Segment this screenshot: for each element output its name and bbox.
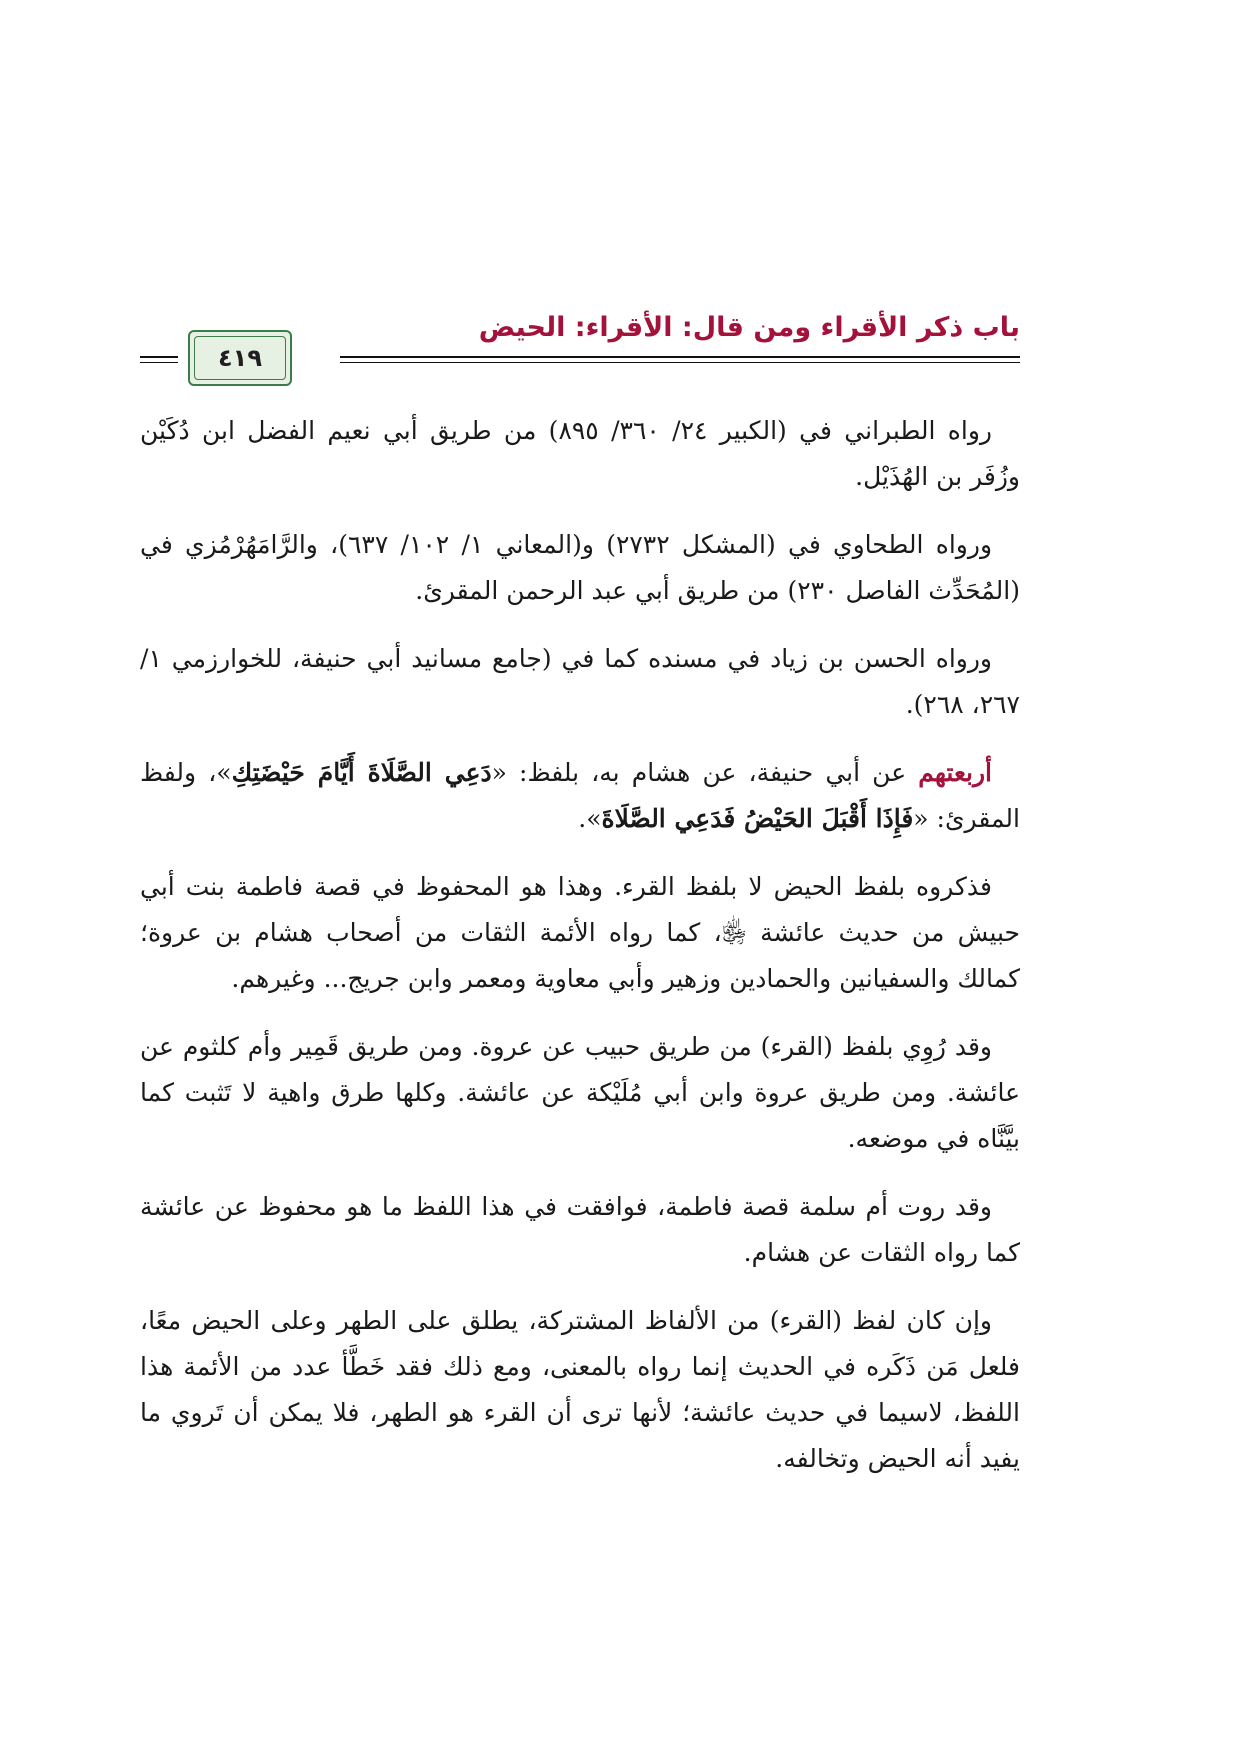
paragraph-tahawi: ورواه الطحاوي في (المشكل ٢٧٣٢) و(المعاني ١/ ١٠٢/ ٦٣٧)، والرَّامَهُرْمُزي في (المُحَدِّث الفاصل ٢٣٠) من طريق أبي عبد الرحمن المقرئ. — [140, 530, 1020, 605]
header-rule-thin — [340, 362, 1020, 363]
paragraph-weak-routes: وقد رُوِي بلفظ (القرء) من طريق حبيب عن عروة. ومن طريق قَمِير وأم كلثوم عن عائشة. ومن طريق عروة وابن أبي مُلَيْكة عن عائشة. وكلها طرق واهية لا تَثبت كما بيَّنَّاه في موضعه. — [140, 1032, 1020, 1153]
highlighted-lead-word: أربعتهم — [918, 758, 992, 787]
page-body — [140, 408, 1020, 1504]
paragraph-text-part: »، ولفظ المقرئ: « — [140, 758, 1020, 833]
hadith-quote: دَعِي الصَّلَاةَ أَيَّامَ حَيْضَتِكِ — [231, 758, 492, 787]
paragraph-umm-salama: وقد روت أم سلمة قصة فاطمة، فوافقت في هذا اللفظ ما هو محفوظ عن عائشة كما رواه الثقات عن هشام. — [140, 1192, 1020, 1267]
hadith-quote: فَإِذَا أَقْبَلَ الحَيْضُ فَدَعِي الصَّلَاةَ — [601, 804, 914, 833]
paragraph-tabarani: رواه الطبراني في (الكبير ٢٤/ ٣٦٠/ ٨٩٥) من طريق أبي نعيم الفضل ابن دُكَيْن وزُفَر بن الهُذَيْل. — [140, 416, 1020, 491]
paragraph-text-part: عن أبي حنيفة، عن هشام به، بلفظ: « — [491, 758, 919, 787]
chapter-title: باب ذكر الأقراء ومن قال: الأقراء: الحيض — [478, 312, 1020, 343]
page-number-frame — [188, 330, 292, 386]
paragraph-hasan-ibn-ziyad: ورواه الحسن بن زياد في مسنده كما في (جامع مسانيد أبي حنيفة، للخوارزمي ١/ ٢٦٧، ٢٦٨). — [140, 644, 1020, 719]
page-header — [140, 310, 1020, 380]
header-rule-left — [140, 356, 178, 358]
paragraph-hadith-wording — [140, 750, 1020, 842]
paragraph-text-part: ». — [578, 804, 602, 833]
paragraph-mahfuz: فذكروه بلفظ الحيض لا بلفظ القرء. وهذا هو المحفوظ في قصة فاطمة بنت أبي حبيش من حديث عائشة ﵂، كما رواه الأئمة الثقات من أصحاب هشام بن عروة؛ كمالك والسفيانين والحمادين وزهير وأبي معاوية ومعمر وابن جريج... وغيرهم. — [140, 872, 1020, 993]
header-rule-left-thin — [140, 362, 178, 363]
page-number: ٤١٩ — [218, 344, 262, 372]
header-rule — [340, 356, 1020, 358]
paragraph-shared-term: وإن كان لفظ (القرء) من الألفاظ المشتركة، يطلق على الطهر وعلى الحيض معًا، فلعل مَن ذَكَره في الحديث إنما رواه بالمعنى، ومع ذلك فقد خَطَّأ عدد من الأئمة هذا اللفظ، لاسيما في حديث عائشة؛ لأنها ترى أن القرء هو الطهر، فلا يمكن أن تَروي ما يفيد أنه الحيض وتخالفه. — [140, 1306, 1020, 1473]
